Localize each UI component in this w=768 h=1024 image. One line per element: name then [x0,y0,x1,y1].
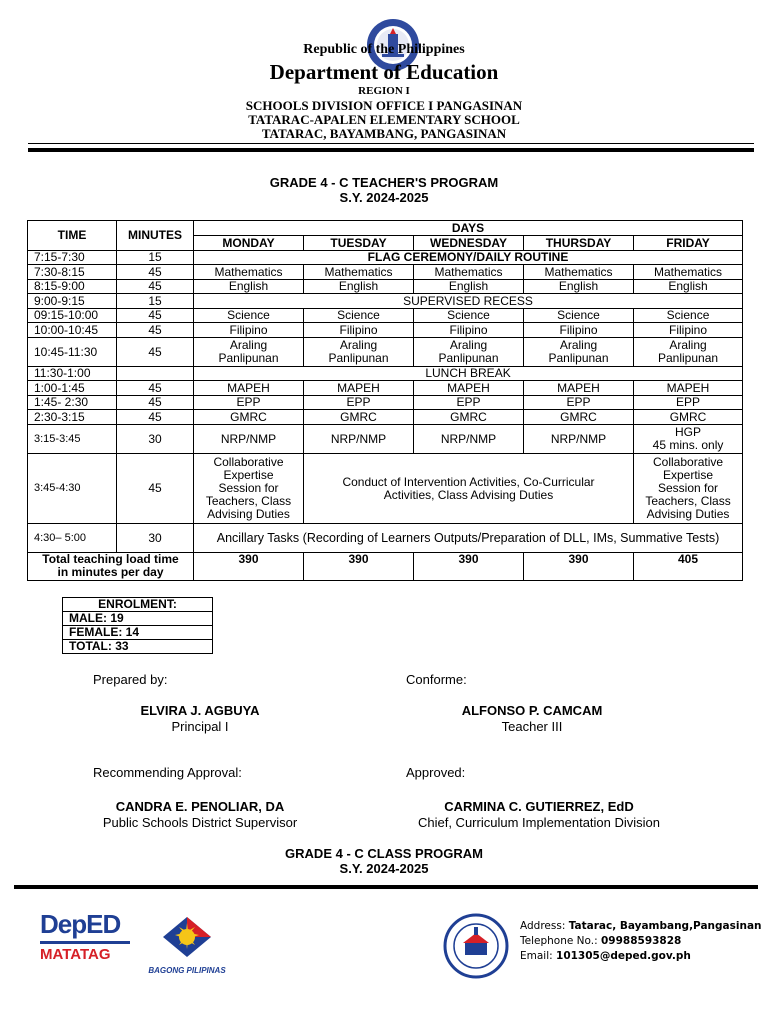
table-row [28,280,743,294]
subject-cell: Filipino [414,323,524,338]
subject-cell: NRP/NMP [194,425,304,454]
table-row [28,454,743,524]
minutes-cell: 45 [117,410,194,425]
subject-line: Araling [449,338,488,352]
contact-phone [520,934,762,949]
prepared-label: Prepared by: [93,672,168,687]
deped-wordmark: DepED [40,909,121,939]
subject-cell [524,338,634,367]
minutes-cell [117,367,194,381]
table-row [28,381,743,396]
conforme-label: Conforme: [406,672,467,687]
enrolment-total: TOTAL: 33 [63,640,213,654]
day-monday: MONDAY [194,236,304,251]
minutes-cell: 45 [117,338,194,367]
day-tuesday: TUESDAY [304,236,414,251]
contact-block [520,919,762,964]
subject-cell: Mathematics [414,265,524,280]
table-row [28,294,743,309]
subject-cell [304,338,414,367]
subject-line: Panlipunan [328,351,389,365]
table-row [28,425,743,454]
subject-line: 45 mins. only [652,438,724,452]
bagong-pilipinas-text: BAGONG PILIPINAS [148,966,226,975]
conforme-role: Teacher III [501,719,563,734]
time-cell: 7:15-7:30 [28,251,117,265]
table-row [28,396,743,410]
minutes-cell: 15 [117,294,194,309]
subject-cell: Science [524,309,634,323]
matatag-wordmark: MATATAG [40,946,111,963]
table-row [28,367,743,381]
subject-line: Panlipunan [548,351,609,365]
total-value-cell: 390 [194,553,304,581]
subject-cell: Filipino [304,323,414,338]
minutes-cell: 45 [117,280,194,294]
subject-cell: EPP [634,396,743,410]
minutes-cell: 30 [117,425,194,454]
conforme-name: ALFONSO P. CAMCAM [461,703,603,718]
time-cell: 7:30-8:15 [28,265,117,280]
subject-cell: MAPEH [524,381,634,396]
email-value: 101305@deped.gov.ph [556,950,691,962]
table-row [28,338,743,367]
schedule-table [27,220,743,581]
subject-line: Panlipunan [218,351,279,365]
total-label-line: Total teaching load time [42,552,179,566]
enrolment-female: FEMALE: 14 [63,626,213,640]
time-cell: 9:00-9:15 [28,294,117,309]
division-line: SCHOOLS DIVISION OFFICE I PANGASINAN [245,98,523,113]
approved-role: Chief, Curriculum Implementation Division [417,815,661,830]
table-row [28,251,743,265]
subject-cell: Mathematics [634,265,743,280]
enrolment-male: MALE: 19 [63,612,213,626]
subject-line: Araling [559,338,598,352]
recommending-role: Public Schools District Supervisor [102,815,298,830]
subject-cell: NRP/NMP [414,425,524,454]
table-row [28,410,743,425]
table-row [28,309,743,323]
collab-line: Expertise [663,468,714,482]
subject-cell [634,338,743,367]
intervention-cell [304,454,634,524]
approved-name: CARMINA C. GUTIERREZ, EdD [444,799,634,814]
total-value-cell: 405 [634,553,743,581]
subject-cell: MAPEH [304,381,414,396]
subject-cell: Mathematics [524,265,634,280]
prepared-name: ELVIRA J. AGBUYA [140,703,260,718]
logo-divider [40,941,130,944]
span-cell: LUNCH BREAK [194,367,743,381]
time-cell: 8:15-9:00 [28,280,117,294]
collab-line: Advising Duties [207,507,290,521]
time-cell: 09:15-10:00 [28,309,117,323]
subject-cell: GMRC [414,410,524,425]
collab-cell [194,454,304,524]
collab-line: Collaborative [653,455,724,469]
subject-cell: GMRC [304,410,414,425]
bagong-pilipinas-emblem-icon [159,913,215,961]
subject-cell: English [414,280,524,294]
contact-email [520,949,762,964]
collab-line: Expertise [223,468,274,482]
header-thin-rule [28,143,754,144]
region-line: REGION I [358,85,410,97]
subject-cell: Mathematics [304,265,414,280]
subject-cell: English [634,280,743,294]
subject-line: Araling [229,338,268,352]
intervention-line: Conduct of Intervention Activities, Co-Curricular [342,474,595,489]
total-label-line: in minutes per day [57,565,164,579]
collab-line: Advising Duties [646,507,730,521]
collab-line: Collaborative [213,455,284,469]
department-title: Department of Education [269,60,499,84]
day-wednesday: WEDNESDAY [414,236,524,251]
class-program-sy: S.Y. 2024-2025 [339,861,429,876]
intervention-line: Activities, Class Advising Duties [383,487,554,502]
phone-label: Telephone No.: [520,935,601,947]
deped-matatag-logo [40,910,130,976]
school-address-line: TATARAC, BAYAMBANG, PANGASINAN [261,126,507,141]
span-cell: SUPERVISED RECESS [194,294,743,309]
friday-hgp-cell [634,425,743,454]
enrolment-table [62,597,213,654]
total-value-cell: 390 [304,553,414,581]
time-cell: 2:30-3:15 [28,410,117,425]
totals-row [28,553,743,581]
minutes-cell: 45 [117,381,194,396]
subject-cell: Mathematics [194,265,304,280]
subject-cell: Filipino [524,323,634,338]
minutes-cell: 30 [117,524,194,553]
approved-label: Approved: [406,765,466,780]
subject-cell: GMRC [194,410,304,425]
subject-cell: Science [304,309,414,323]
minutes-cell: 45 [117,265,194,280]
subject-line: Araling [669,338,707,352]
table-row [28,524,743,553]
class-program-title: GRADE 4 - C CLASS PROGRAM [285,846,483,861]
subject-line: Panlipunan [438,351,499,365]
minutes-header: MINUTES [117,221,194,251]
subject-cell: EPP [194,396,304,410]
program-sy: S.Y. 2024-2025 [339,190,429,205]
minutes-cell: 45 [117,323,194,338]
subject-cell: Science [194,309,304,323]
phone-value: 09988593828 [600,935,682,947]
table-head-row [28,221,743,236]
time-cell: 11:30-1:00 [28,367,117,381]
time-cell: 1:45- 2:30 [28,396,117,410]
subject-cell: MAPEH [634,381,743,396]
subject-cell: English [194,280,304,294]
minutes-cell: 45 [117,396,194,410]
day-thursday: THURSDAY [524,236,634,251]
span-cell: FLAG CEREMONY/DAILY ROUTINE [194,251,743,265]
day-friday: FRIDAY [634,236,743,251]
prepared-role: Principal I [171,719,229,734]
subject-cell: EPP [414,396,524,410]
recommending-label: Recommending Approval: [93,765,242,780]
bagong-pilipinas-logo [142,913,232,975]
total-value-cell: 390 [524,553,634,581]
subject-cell: Filipino [194,323,304,338]
footer-rule [14,885,758,889]
time-header: TIME [28,221,117,251]
collab-line: Session for [658,481,719,495]
republic-line: Republic of the Philippines [303,42,465,57]
subject-cell: GMRC [634,410,743,425]
contact-address [520,919,762,934]
total-label-cell [28,553,194,581]
table-row [28,265,743,280]
time-cell: 10:00-10:45 [28,323,117,338]
address-value: Tatarac, Bayambang,Pangasinan [568,920,762,932]
time-cell: 10:45-11:30 [28,338,117,367]
subject-cell: Science [414,309,524,323]
collab-line: Teachers, Class [205,494,292,508]
subject-cell: NRP/NMP [304,425,414,454]
subject-line: Araling [339,338,378,352]
minutes-cell: 45 [117,309,194,323]
time-cell: 1:00-1:45 [28,381,117,396]
time-cell: 4:30– 5:00 [28,524,117,553]
subject-line: Panlipunan [657,351,719,365]
school-line: TATARAC-APALEN ELEMENTARY SCHOOL [248,112,520,127]
subject-line: HGP [675,425,702,439]
days-header: DAYS [194,221,743,236]
header-thick-rule [28,148,754,152]
subject-cell: NRP/NMP [524,425,634,454]
table-row [28,323,743,338]
subject-cell: MAPEH [414,381,524,396]
span-cell: Ancillary Tasks (Recording of Learners Outputs/Preparation of DLL, IMs, Summative Tests) [194,524,743,553]
subject-cell: English [524,280,634,294]
minutes-cell: 45 [117,454,194,524]
time-cell: 3:45-4:30 [28,454,117,524]
address-label: Address: [520,920,569,932]
subject-cell [414,338,524,367]
subject-cell [194,338,304,367]
collab-line: Teachers, Class [645,494,731,508]
subject-cell: English [304,280,414,294]
minutes-cell: 15 [117,251,194,265]
subject-cell: Science [634,309,743,323]
email-label: Email: [520,950,557,962]
time-cell: 3:15-3:45 [28,425,117,454]
collab-line: Session for [218,481,279,495]
subject-cell: GMRC [524,410,634,425]
subject-cell: EPP [524,396,634,410]
subject-cell: MAPEH [194,381,304,396]
program-title: GRADE 4 - C TEACHER'S PROGRAM [269,175,499,190]
subject-cell: EPP [304,396,414,410]
total-value-cell: 390 [414,553,524,581]
collab-cell [634,454,743,524]
recommending-name: CANDRA E. PENOLIAR, DA [115,799,285,814]
enrolment-title: ENROLMENT: [63,598,213,612]
subject-cell: Filipino [634,323,743,338]
school-seal-icon [443,913,509,979]
